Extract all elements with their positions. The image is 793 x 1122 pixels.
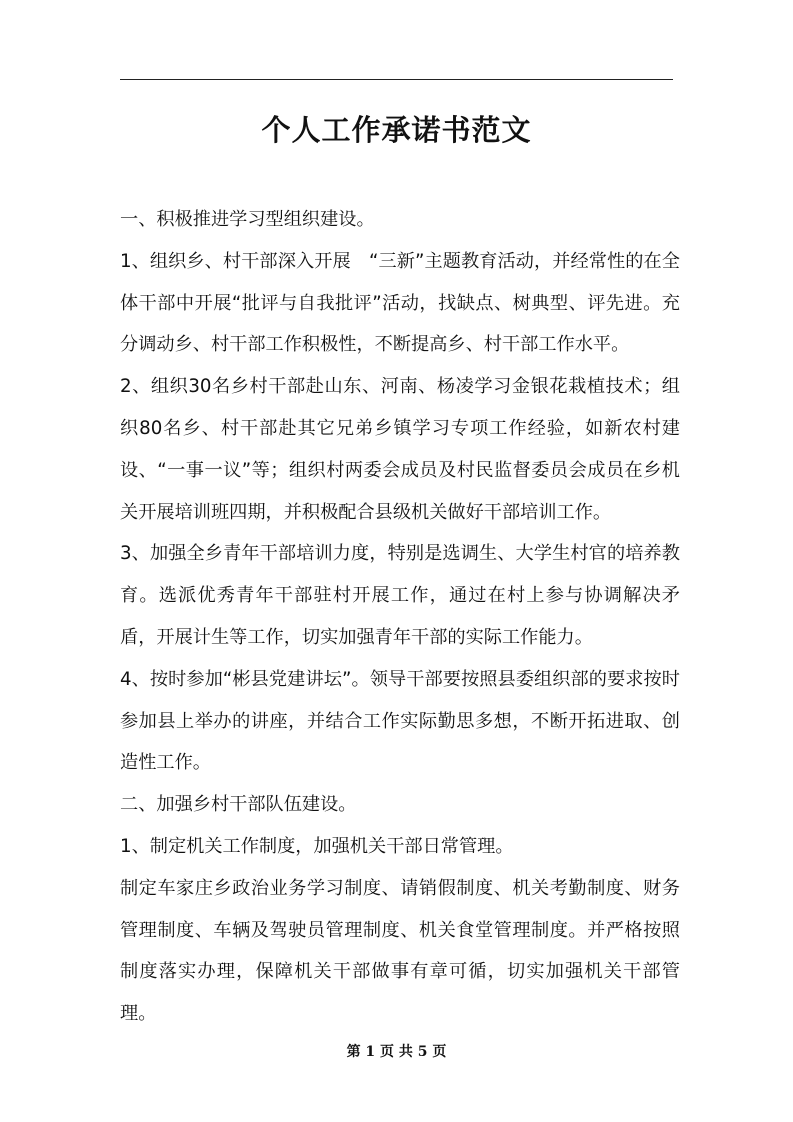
body-paragraph: 1、制定机关工作制度，加强机关干部日常管理。 <box>120 835 514 857</box>
body-paragraph: 2、组织30名乡村干部赴山东、河南、杨凌学习金银花栽植技术；组织80名乡、村干部赴其它兄弟乡镇学习专项工作经验，如新农村建设、“一事一议”等；组织村两委会成员及村民监督委员会成员在乡机关开展培训班四期，并积极配合县级机关做好干部培训工作。 <box>120 376 680 523</box>
document-title: 个人工作承诺书范文 <box>261 113 532 147</box>
body-paragraph: 3、加强全乡青年干部培训力度，特别是选调生、大学生村官的培养教育。选派优秀青年干部驻村开展工作，通过在村上参与协调解决矛盾，开展计生等工作，切实加强青年干部的实际工作能力。 <box>120 543 680 648</box>
body-paragraph: 1、组织乡、村干部深入开展 “三新”主题教育活动，并经常性的在全体干部中开展“批评与自我批评”活动，找缺点、树典型、评先进。充分调动乡、村干部工作积极性，不断提高乡、村干部工作水平。 <box>120 250 680 356</box>
header-rule <box>120 79 673 80</box>
body-paragraph: 制定车家庄乡政治业务学习制度、请销假制度、机关考勤制度、财务管理制度、车辆及驾驶员管理制度、机关食堂管理制度。并严格按照制度落实办理，保障机关干部做事有章可循，切实加强机关干部管理。 <box>120 877 680 1025</box>
page-number-footer: 第 1 页 共 5 页 <box>346 1044 447 1060</box>
document-body <box>120 199 680 1035</box>
body-paragraph: 4、按时参加“彬县党建讲坛”。领导干部要按照县委组织部的要求按时参加县上举办的讲座，并结合工作实际勤思多想，不断开拓进取、创造性工作。 <box>120 668 680 774</box>
section-heading: 二、加强乡村干部队伍建设。 <box>120 794 357 816</box>
section-heading: 一、积极推进学习型组织建设。 <box>120 209 375 230</box>
